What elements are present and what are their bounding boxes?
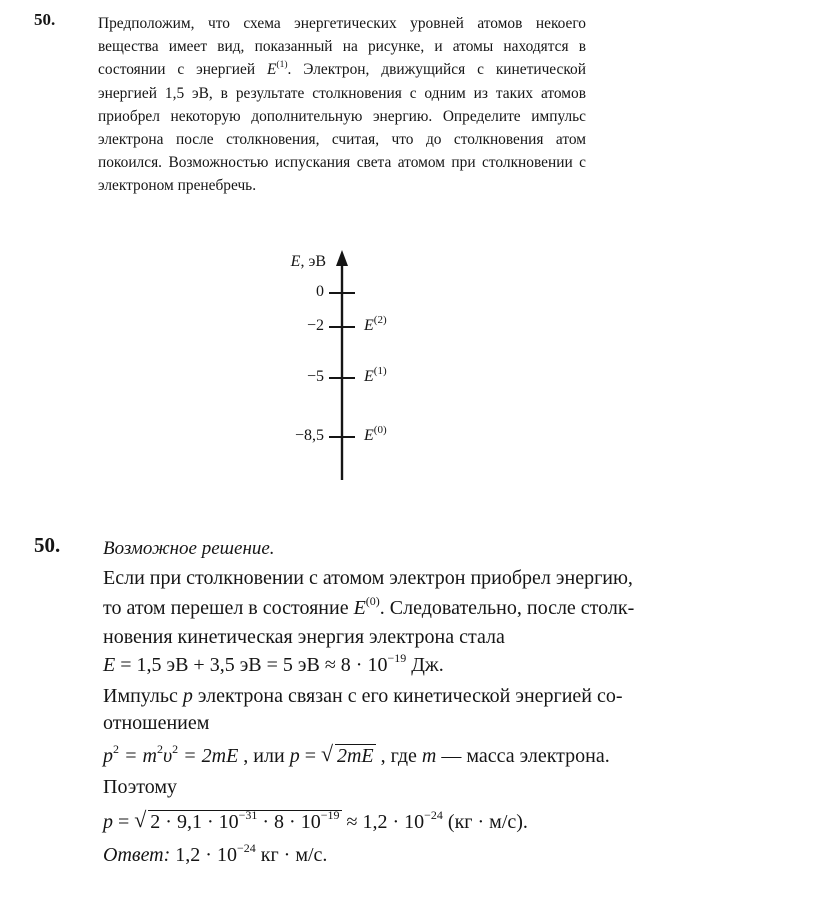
level-label-e0 [364, 424, 387, 445]
eq3-p: p [103, 811, 113, 833]
eq2-m: = m [119, 745, 157, 767]
radical-sign: √ [320, 741, 334, 766]
solution-line-6: отношением [103, 712, 210, 734]
radicand-part-b: · 8 · 10 [257, 811, 321, 833]
state-symbol: E [266, 61, 277, 79]
eq2-2mE: = 2mE [178, 745, 239, 767]
level-label-e1 [364, 365, 387, 386]
answer-exponent: −24 [236, 841, 256, 855]
solution-heading: Возможное решение. [103, 538, 275, 559]
radical-sign-2: √ [134, 807, 147, 832]
answer-line [103, 841, 328, 867]
line2-text-a: то атом перешел в состояние [103, 597, 354, 619]
eq2-where: , где [375, 745, 422, 767]
level-symbol-e2: E [364, 317, 374, 334]
sqrt-numeric [134, 807, 341, 834]
eq3-equals: = [113, 811, 135, 833]
axis-arrow-head [336, 250, 348, 266]
eq3-approx: ≈ 1,2 · 10 [341, 811, 425, 833]
line2-symbol: E [353, 597, 366, 619]
solution-line-1: Если при столкновении с атомом электрон приобрел энергию, [103, 567, 633, 589]
eq2-mass-symbol: m [421, 745, 437, 767]
eq3-units: (кг · м/с). [442, 811, 528, 833]
radicand-exp2: −19 [320, 808, 340, 822]
problem-number: 50. [34, 10, 56, 29]
line5-symbol: p [182, 685, 193, 707]
level-sup-e2: (2) [373, 314, 387, 326]
eq1-exponent: −19 [387, 651, 407, 665]
state-superscript: (1) [276, 59, 288, 71]
solution-line-8: Поэтому [103, 776, 178, 798]
level-value-e0: −8,5 [294, 427, 324, 444]
sqrt-2mE [320, 741, 376, 768]
eq2-equals: = [299, 745, 321, 767]
level-sup-e0: (0) [373, 424, 387, 436]
axis-label-unit: , эВ [300, 253, 326, 270]
eq2-v: υ [162, 745, 173, 767]
level-value-e1: −5 [306, 368, 324, 385]
solution-line-2 [103, 594, 635, 620]
eq1-symbol: E [103, 654, 116, 676]
level-value-e2: −2 [306, 317, 324, 334]
answer-value: 1,2 · 10 [170, 844, 237, 866]
eq2-exp-p: 2 [113, 742, 119, 756]
answer-units: кг · м/с. [255, 844, 328, 866]
eq2-tail: — масса электрона. [436, 745, 610, 767]
eq2-exp-v: 2 [172, 742, 179, 756]
radicand-numeric [148, 810, 341, 833]
level-symbol-e0: E [364, 427, 374, 444]
line5-text-a: Импульс [103, 685, 183, 707]
solution-line-5 [103, 685, 623, 708]
eq2-or: , или [238, 745, 290, 767]
level-value-0: 0 [316, 283, 324, 300]
eq1-unit: Дж. [406, 654, 444, 676]
answer-label: Ответ: [103, 844, 171, 866]
radicand-2mE: 2mE [336, 745, 374, 767]
level-sup-e1: (1) [373, 365, 387, 377]
eq1-body: = 1,5 эВ + 3,5 эВ = 5 эВ ≈ 8 · 10 [115, 654, 388, 676]
line2-sup: (0) [365, 594, 380, 608]
line2-text-b: . Следовательно, после столк- [379, 597, 635, 619]
solution-number: 50. [34, 533, 61, 557]
eq2-p2: p [289, 745, 300, 767]
problem-text-part1: Предположим, что схема энергетических уровней атомов некоего вещества имеет вид, показанный на рисунке, и атомы находятся в состоянии с энергией [98, 15, 586, 79]
problem-text-part2: . Электрон, движущийся с кинетической энергией 1,5 эВ, в результате столкновения с одним из таких атомов приобрел некоторую дополнительную энергию. Определите импульс электрона после столкновения, считая, что до столкновения атом покоился. Возможностью испускания света атомом при столкновении с электроном пренебречь. [98, 61, 586, 195]
radicand-exp1: −31 [238, 808, 258, 822]
solution-line-3: новения кинетическая энергия электрона стала [103, 626, 505, 648]
momentum-numeric-equation [103, 807, 528, 834]
level-label-e2 [364, 314, 387, 335]
radicand-part-a: 2 · 9,1 · 10 [150, 811, 239, 833]
axis-label-symbol: E [290, 253, 301, 270]
level-symbol-e1: E [364, 368, 374, 385]
eq2-p: p [103, 745, 113, 767]
eq3-exponent: −24 [424, 808, 443, 822]
momentum-relation-equation [103, 741, 610, 768]
eq2-exp-m: 2 [156, 742, 163, 756]
axis-label [246, 253, 326, 271]
energy-equation [103, 651, 444, 677]
line5-text-b: электрона связан с его кинетической энергией со- [192, 685, 623, 707]
